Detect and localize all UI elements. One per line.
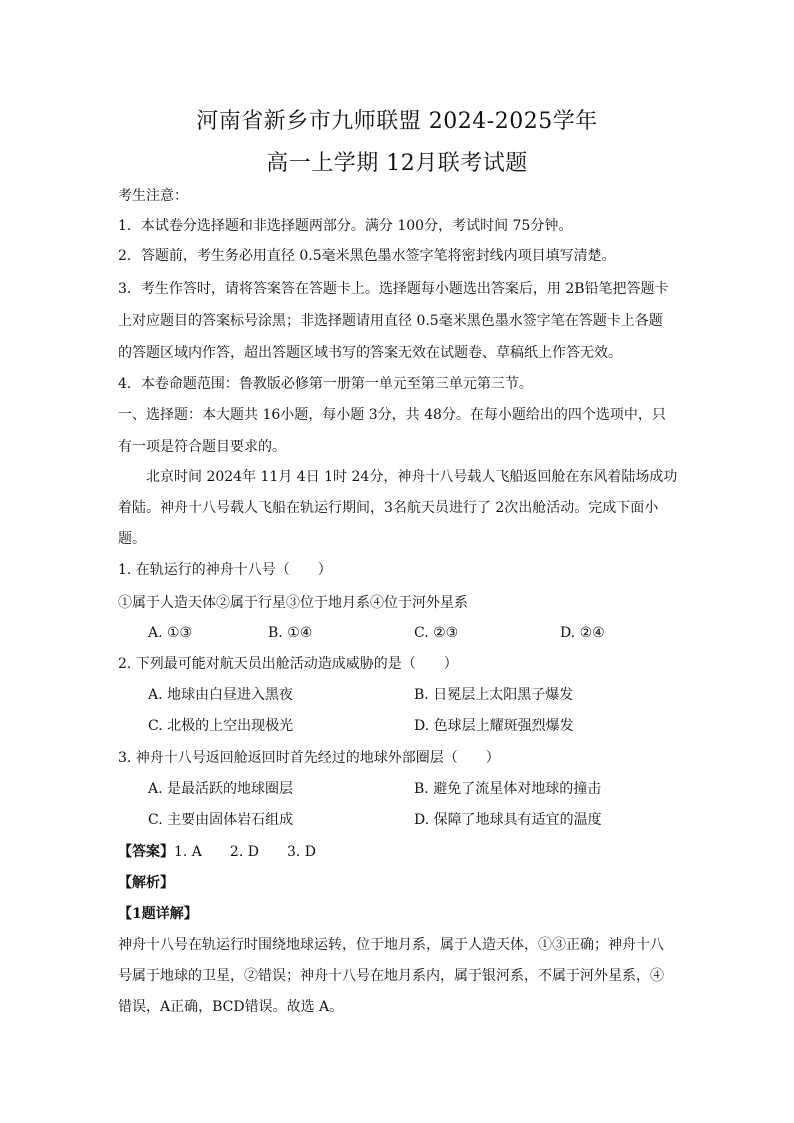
page-title-line1: 河南省新乡市九师联盟 2024-2025学年 (196, 109, 598, 134)
analysis-q1-line1: 神舟十八号在轨运行时围绕地球运转，位于地月系，属于人造天体，①③正确；神舟十八 (118, 937, 664, 953)
question-3-option-b: B. 避免了流星体对地球的撞击 (414, 781, 602, 797)
question-1-option-b: B. ①④ (268, 625, 313, 641)
answer-line (118, 842, 678, 862)
analysis-label: 【解析】 (118, 875, 174, 891)
question-2-option-c: C. 北极的上空出现极光 (148, 718, 294, 734)
notice-item-4: 4．本卷命题范围：鲁教版必修第一册第一单元至第三单元第三节。 (118, 376, 533, 392)
section-heading-line1: 一、选择题：本大题共 16小题，每小题 3分，共 48分。在每小题给出的四个选项中，只 (118, 407, 666, 423)
analysis-q1-line3: 错误，A正确，BCD错误。故选 A。 (118, 999, 344, 1015)
notice-item-2: 2．答题前，考生务必用直径 0.5毫米黑色墨水签字笔将密封线内项目填写清楚。 (118, 248, 616, 264)
notice-item-3: 3．考生作答时，请将答案答在答题卡上。选择题每小题选出答案后，用 2B铅笔把答题卡 (118, 281, 669, 297)
question-3-stem: 3. 神舟十八号返回舱返回时首先经过的地球外部圈层（ ） (118, 750, 500, 766)
question-3-option-a: A. 是最活跃的地球圈层 (148, 781, 294, 797)
section-heading-line2: 有一项是符合题目要求的。 (118, 439, 286, 455)
notice-item-1: 1．本试卷分选择题和非选择题两部分。满分 100分，考试时间 75分钟。 (118, 218, 573, 234)
notice-item-3-cont-2: 的答题区域内作答，超出答题区域书写的答案无效在试题卷、草稿纸上作答无效。 (118, 345, 622, 361)
notice-item-3-cont-1: 上对应题目的答案标号涂黑；非选择题请用直径 0.5毫米黑色墨水签字笔在答题卡上各题 (118, 313, 663, 329)
material-line2: 着陆。神舟十八号载人飞船在轨运行期间，3名航天员进行了 2次出舱活动。完成下面小 (118, 500, 659, 516)
answer-label: 【答案】 (118, 844, 174, 860)
question-1-stem: 1. 在轨运行的神舟十八号（ ） (118, 562, 332, 578)
question-2-option-d: D. 色球层上耀斑强烈爆发 (414, 718, 574, 734)
notice-heading: 考生注意： (118, 188, 188, 204)
page-title-line2: 高一上学期 12月联考试题 (266, 151, 528, 176)
answer-text: 1. A 2. D 3. D (174, 844, 316, 860)
question-3-option-d: D. 保障了地球具有适宜的温度 (414, 812, 602, 828)
question-1-option-c: C. ②③ (414, 625, 459, 641)
analysis-q1-label: 【1题详解】 (118, 906, 198, 922)
question-3-option-c: C. 主要由固体岩石组成 (148, 812, 294, 828)
material-line3: 题。 (118, 531, 146, 547)
question-2-option-b: B. 日冕层上太阳黑子爆发 (414, 687, 574, 703)
question-1-statements: ①属于人造天体②属于行星③位于地月系④位于河外星系 (118, 595, 468, 611)
question-2-option-a: A. 地球由白昼进入黑夜 (148, 687, 294, 703)
material-line1: 北京时间 2024年 11月 4日 1时 24分，神舟十八号载人飞船返回舱在东风着陆场成功 (146, 469, 678, 485)
question-1-option-d: D. ②④ (560, 625, 605, 641)
analysis-q1-line2: 号属于地球的卫星，②错误；神舟十八号在地月系内，属于银河系，不属于河外星系，④ (118, 968, 664, 984)
question-1-option-a: A. ①③ (148, 625, 193, 641)
question-2-stem: 2. 下列最可能对航天员出舱活动造成威胁的是（ ） (118, 656, 458, 672)
